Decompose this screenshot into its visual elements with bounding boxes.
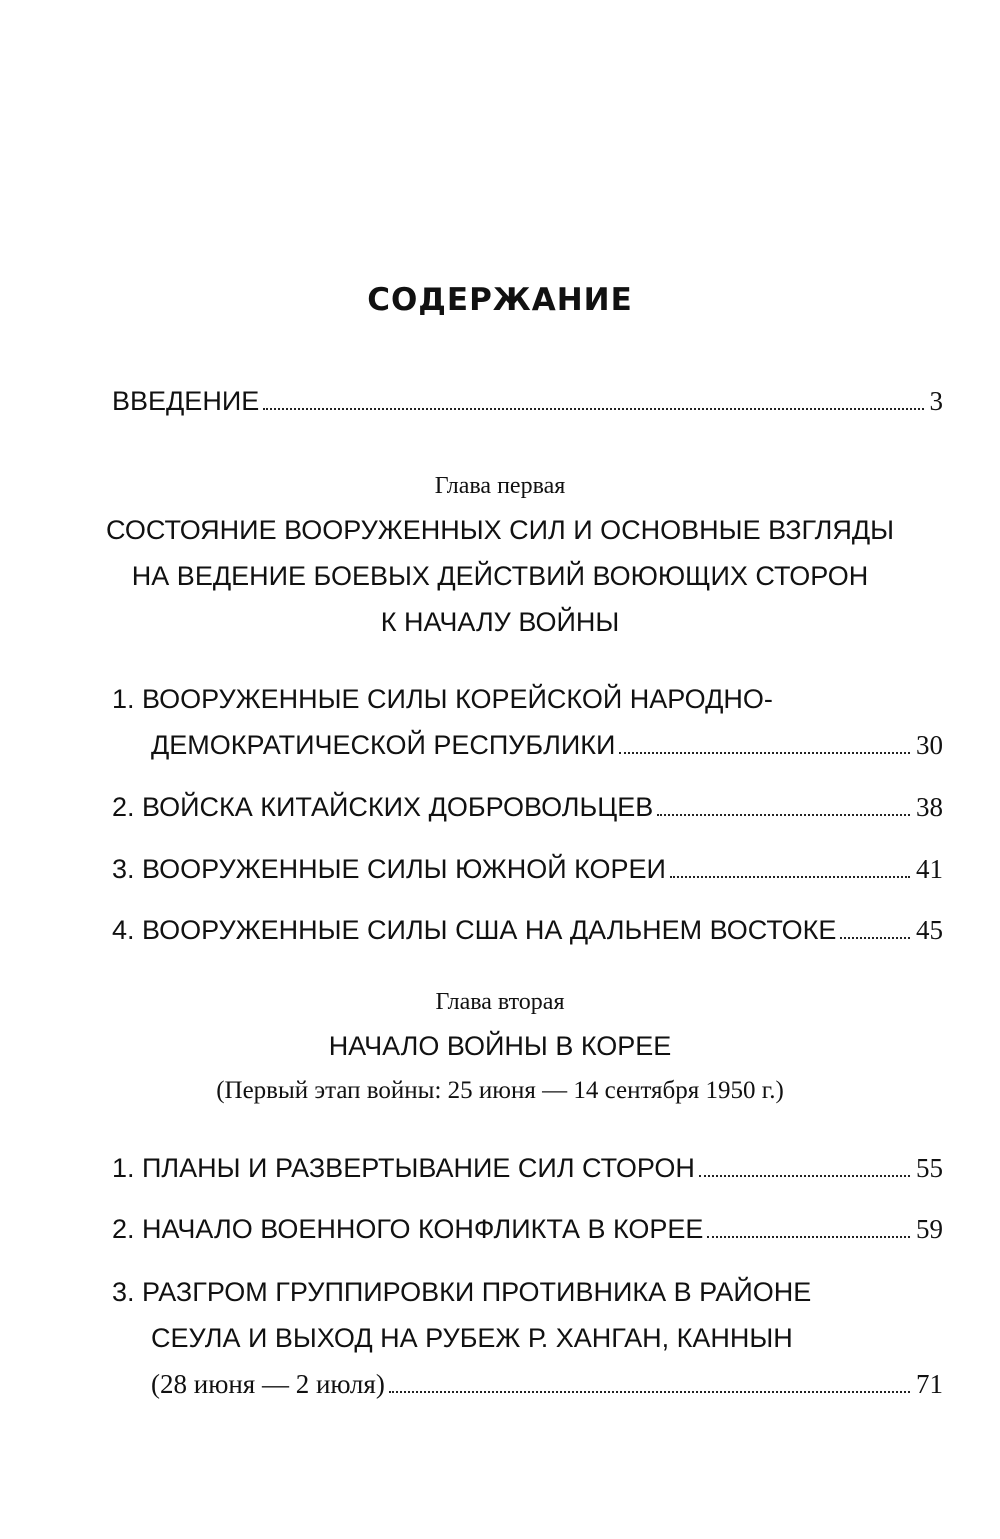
toc-entry-2-1 <box>112 1152 943 1184</box>
dot-leader <box>670 876 910 878</box>
page-title: СОДЕРЖАНИЕ <box>367 282 633 318</box>
chapter-1-title-line-1: СОСТОЯНИЕ ВООРУЖЕННЫХ СИЛ И ОСНОВНЫЕ ВЗГЛЯДЫ <box>105 515 895 545</box>
toc-entry-label: 1. ПЛАНЫ И РАЗВЕРТЫВАНИЕ СИЛ СТОРОН <box>112 1153 695 1183</box>
toc-entry-1-3 <box>112 853 943 885</box>
toc-page-number: 45 <box>916 915 943 945</box>
toc-entry-label: 3. ВООРУЖЕННЫЕ СИЛЫ ЮЖНОЙ КОРЕИ <box>112 854 666 884</box>
toc-entry-2-3 <box>151 1368 943 1400</box>
chapter-1-title-line-2: НА ВЕДЕНИЕ БОЕВЫХ ДЕЙСТВИЙ ВОЮЮЩИХ СТОРОН <box>131 561 869 591</box>
toc-entry-1-1 <box>151 729 943 761</box>
toc-page-number: 3 <box>929 386 943 416</box>
toc-page-number: 38 <box>916 792 943 822</box>
toc-entry-2-2 <box>112 1213 943 1245</box>
toc-page-number: 71 <box>916 1369 943 1399</box>
toc-page-number: 59 <box>916 1214 943 1244</box>
chapter-1-label: Глава первая <box>434 473 566 499</box>
chapter-2-title: НАЧАЛО ВОЙНЫ В КОРЕЕ <box>328 1031 672 1061</box>
toc-entry-1-2 <box>112 791 943 823</box>
chapter-2-subtitle: (Первый этап войны: 25 июня — 14 сентября 1950 г.) <box>216 1077 784 1104</box>
toc-entry-label: ВВЕДЕНИЕ <box>112 386 260 416</box>
toc-entry-1-4 <box>112 914 943 946</box>
chapter-2-label: Глава вторая <box>435 989 565 1015</box>
toc-entry-label: 2. НАЧАЛО ВОЕННОГО КОНФЛИКТА В КОРЕЕ <box>112 1214 704 1244</box>
dot-leader <box>619 752 910 754</box>
toc-entry-2-3-line-2: СЕУЛА И ВЫХОД НА РУБЕЖ Р. ХАНГАН, КАННЫН <box>151 1323 793 1353</box>
dot-leader <box>699 1175 910 1177</box>
toc-entry-intro <box>112 385 943 417</box>
toc-page-number: 41 <box>916 854 943 884</box>
toc-entry-label: (28 июня — 2 июля) <box>151 1369 385 1399</box>
toc-entry-2-3-line-1: 3. РАЗГРОМ ГРУППИРОВКИ ПРОТИВНИКА В РАЙОНЕ <box>112 1277 812 1307</box>
dot-leader <box>707 1236 910 1238</box>
dot-leader <box>840 937 910 939</box>
toc-page-number: 30 <box>916 730 943 760</box>
toc-page-number: 55 <box>916 1153 943 1183</box>
dot-leader <box>657 814 910 816</box>
toc-entry-label: 2. ВОЙСКА КИТАЙСКИХ ДОБРОВОЛЬЦЕВ <box>112 792 654 822</box>
dot-leader <box>389 1391 910 1393</box>
toc-entry-1-1-line-1: 1. ВООРУЖЕННЫЕ СИЛЫ КОРЕЙСКОЙ НАРОДНО- <box>112 684 773 714</box>
toc-entry-label: 4. ВООРУЖЕННЫЕ СИЛЫ США НА ДАЛЬНЕМ ВОСТОКЕ <box>112 915 837 945</box>
toc-entry-label: ДЕМОКРАТИЧЕСКОЙ РЕСПУБЛИКИ <box>151 730 616 760</box>
chapter-1-title-line-3: К НАЧАЛУ ВОЙНЫ <box>380 607 620 637</box>
dot-leader <box>263 408 923 410</box>
